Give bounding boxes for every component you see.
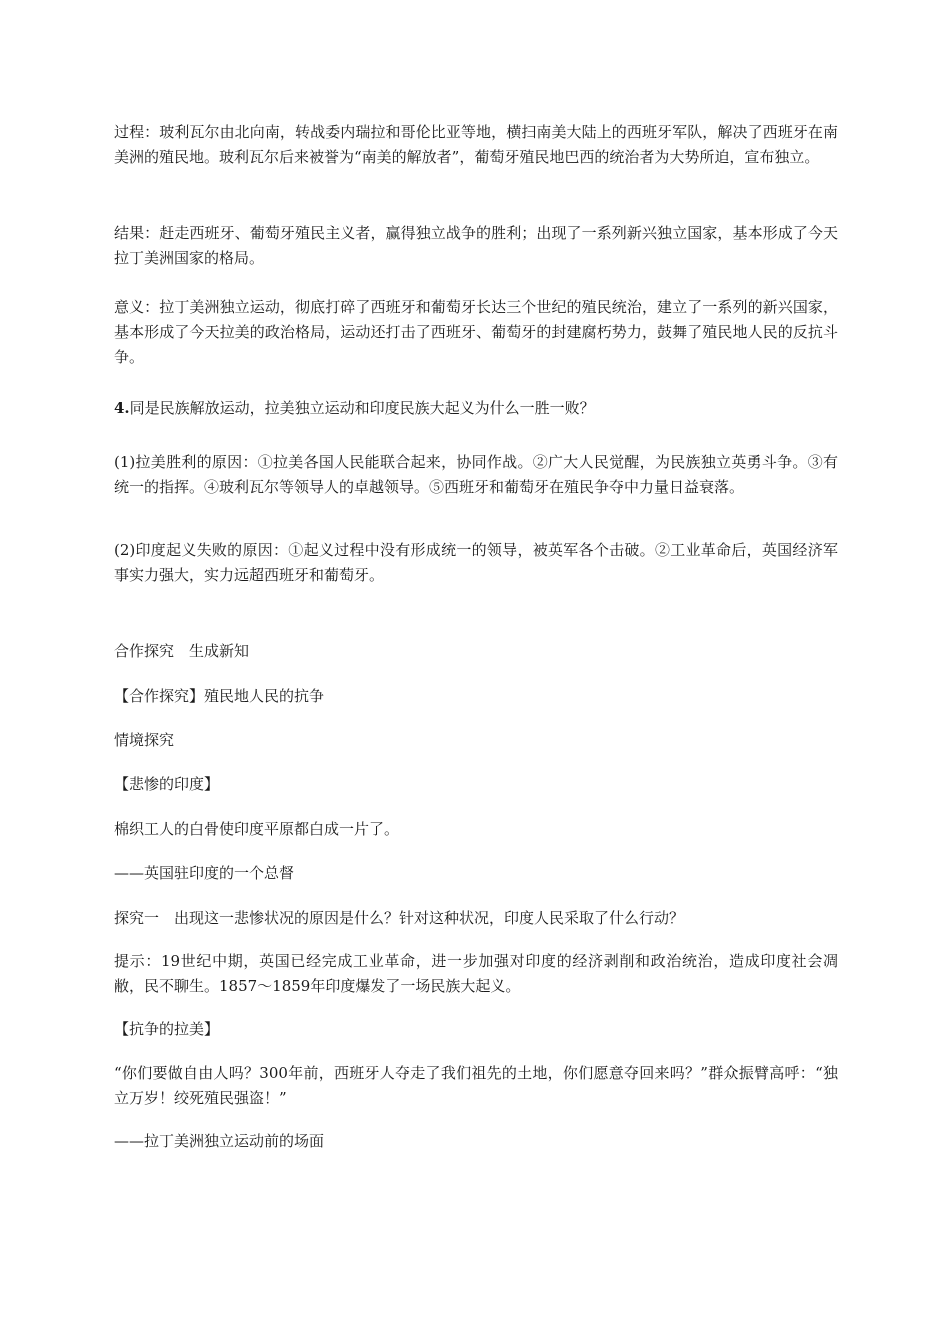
hint-1: 提示：19世纪中期，英国已经完成工业革命，进一步加强对印度的经济剥削和政治统治，造成印度社会凋敝，民不聊生。1857～1859年印度爆发了一场民族大起义。 bbox=[114, 952, 838, 995]
struggle-latin-america-heading: 【抗争的拉美】 bbox=[114, 1020, 220, 1038]
coop-title: 【合作探究】殖民地人民的抗争 bbox=[114, 687, 325, 705]
question-number: 4. bbox=[114, 399, 130, 417]
tragic-india-heading: 【悲惨的印度】 bbox=[114, 775, 220, 793]
quote-1-source: ——英国驻印度的一个总督 bbox=[114, 864, 295, 882]
section-title: 合作探究 生成新知 bbox=[114, 642, 250, 660]
result-paragraph: 结果：赶走西班牙、葡萄牙殖民主义者，赢得独立战争的胜利；出现了一系列新兴独立国家，基本形成了今天拉丁美洲国家的格局。 bbox=[114, 224, 838, 267]
quote-2: “你们要做自由人吗？300年前，西班牙人夺走了我们祖先的土地，你们愿意夺回来吗？”群众振臂高呼：“独立万岁！绞死殖民强盗！” bbox=[114, 1064, 838, 1107]
process-paragraph: 过程：玻利瓦尔由北向南，转战委内瑞拉和哥伦比亚等地，横扫南美大陆上的西班牙军队，解决了西班牙在南美洲的殖民地。玻利瓦尔后来被誉为“南美的解放者”，葡萄牙殖民地巴西的统治者为大势所迫，宣布独立。 bbox=[114, 123, 838, 166]
situation-heading: 情境探究 bbox=[114, 731, 175, 749]
explore-1: 探究一 出现这一悲惨状况的原因是什么？针对这种状况，印度人民采取了什么行动？ bbox=[114, 909, 685, 927]
reason-latin-america: (1)拉美胜利的原因：①拉美各国人民能联合起来，协同作战。②广大人民觉醒，为民族独立英勇斗争。③有统一的指挥。④玻利瓦尔等领导人的卓越领导。⑤西班牙和葡萄牙在殖民争夺中力量日益衰落。 bbox=[114, 453, 838, 496]
quote-2-source: ——拉丁美洲独立运动前的场面 bbox=[114, 1132, 325, 1150]
reason-india: (2)印度起义失败的原因：①起义过程中没有形成统一的领导，被英军各个击破。②工业革命后，英国经济军事实力强大，实力远超西班牙和葡萄牙。 bbox=[114, 541, 838, 584]
question-text: 同是民族解放运动，拉美独立运动和印度民族大起义为什么一胜一败？ bbox=[129, 399, 595, 417]
significance-paragraph: 意义：拉丁美洲独立运动，彻底打碎了西班牙和葡萄牙长达三个世纪的殖民统治，建立了一系列的新兴国家，基本形成了今天拉美的政治格局，运动还打击了西班牙、葡萄牙的封建腐朽势力，鼓舞了殖民地人民的反抗斗争。 bbox=[114, 298, 838, 366]
quote-1: 棉织工人的白骨使印度平原都白成一片了。 bbox=[114, 820, 400, 838]
question-4 bbox=[114, 396, 595, 421]
